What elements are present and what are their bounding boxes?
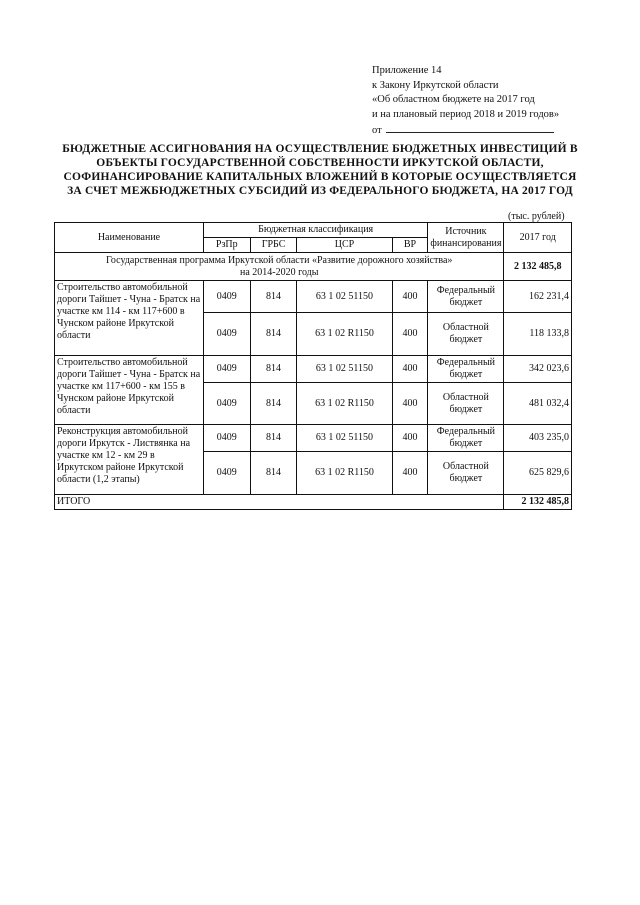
vr-cell: 400: [392, 356, 428, 383]
object-name: Реконструкция автомобильной дороги Иркутск - Листвянка на участке км 12 - км 29 в Иркутском районе Иркутской области (1,2 этапы): [55, 425, 204, 495]
csr-cell: 63 1 02 R1150: [297, 313, 392, 356]
header-name: Наименование: [55, 223, 204, 253]
rzpr-cell: 0409: [203, 313, 250, 356]
amount-cell: 342 023,6: [504, 356, 572, 383]
vr-cell: 400: [392, 425, 428, 452]
program-amount: 2 132 485,8: [504, 253, 572, 281]
program-row: [55, 253, 572, 281]
header-vr: ВР: [392, 238, 428, 253]
amount-cell: 162 231,4: [504, 281, 572, 313]
csr-cell: 63 1 02 R1150: [297, 383, 392, 425]
rzpr-cell: 0409: [203, 452, 250, 495]
table-row: [55, 356, 572, 383]
vr-cell: 400: [392, 281, 428, 313]
csr-cell: 63 1 02 51150: [297, 281, 392, 313]
amount-cell: 403 235,0: [504, 425, 572, 452]
amount-cell: 625 829,6: [504, 452, 572, 495]
source-cell: Областной бюджет: [428, 383, 504, 425]
date-underline: [386, 122, 554, 133]
source-cell: Федеральный бюджет: [428, 281, 504, 313]
vr-cell: 400: [392, 383, 428, 425]
grbs-cell: 814: [250, 425, 297, 452]
table-row: [55, 281, 572, 313]
rzpr-cell: 0409: [203, 425, 250, 452]
csr-cell: 63 1 02 51150: [297, 356, 392, 383]
program-title: [55, 253, 504, 281]
appendix-number: Приложение 14: [372, 65, 442, 76]
header-csr: ЦСР: [297, 238, 392, 253]
grbs-cell: 814: [250, 452, 297, 495]
grbs-cell: 814: [250, 356, 297, 383]
program-title-line2: на 2014-2020 годы: [239, 266, 319, 278]
appendix-block: [372, 64, 572, 139]
vr-cell: 400: [392, 313, 428, 356]
appendix-law-period: и на плановый период 2018 и 2019 годов»: [372, 108, 560, 120]
object-name: Строительство автомобильной дороги Тайшет - Чуна - Братск на участке км 114 - км 117+600 в Чунском районе Иркутской области: [55, 281, 204, 356]
csr-cell: 63 1 02 51150: [297, 425, 392, 452]
appendix-law-title: «Об областном бюджете на 2017 год: [372, 94, 535, 105]
csr-cell: 63 1 02 R1150: [297, 452, 392, 495]
units-label: (тыс. рублей): [508, 211, 565, 222]
source-cell: Областной бюджет: [428, 313, 504, 356]
grbs-cell: 814: [250, 281, 297, 313]
object-name: Строительство автомобильной дороги Тайшет - Чуна - Братск на участке км 117+600 - км 155 в Чунском районе Иркутской области: [55, 356, 204, 425]
rzpr-cell: 0409: [203, 356, 250, 383]
document-title: БЮДЖЕТНЫЕ АССИГНОВАНИЯ НА ОСУЩЕСТВЛЕНИЕ БЮДЖЕТНЫХ ИНВЕСТИЦИЙ В ОБЪЕКТЫ ГОСУДАРСТВЕННОЙ СОБСТВЕННОСТИ ИРКУТСКОЙ ОБЛАСТИ, СОФИНАНСИРОВАНИЕ КАПИТАЛЬНЫХ ВЛОЖЕНИЙ В КОТОРЫЕ ОСУЩЕСТВЛЯЕТСЯ ЗА СЧЕТ МЕЖБЮДЖЕТНЫХ СУБСИДИЙ ИЗ ФЕДЕРАЛЬНОГО БЮДЖЕТА, НА 2017 ГОД: [62, 143, 578, 197]
appendix-date-line: [372, 122, 572, 139]
header-rzpr: РзПр: [203, 238, 250, 253]
source-cell: Федеральный бюджет: [428, 356, 504, 383]
total-label: ИТОГО: [55, 495, 504, 510]
grbs-cell: 814: [250, 383, 297, 425]
appendix-law: к Закону Иркутской области: [372, 79, 499, 91]
appendix-date-label: от: [372, 125, 382, 136]
budget-table: [54, 222, 572, 510]
vr-cell: 400: [392, 452, 428, 495]
header-source: Источник финансирования: [428, 223, 504, 253]
source-cell: Областной бюджет: [428, 452, 504, 495]
table-row: [55, 425, 572, 452]
rzpr-cell: 0409: [203, 383, 250, 425]
header-year: 2017 год: [504, 223, 572, 253]
amount-cell: 118 133,8: [504, 313, 572, 356]
header-classification: Бюджетная классификация: [203, 223, 427, 238]
amount-cell: 481 032,4: [504, 383, 572, 425]
source-cell: Федеральный бюджет: [428, 425, 504, 452]
header-grbs: ГРБС: [250, 238, 297, 253]
program-title-line1: Государственная программа Иркутской области «Развитие дорожного хозяйства»: [106, 254, 453, 266]
grbs-cell: 814: [250, 313, 297, 356]
rzpr-cell: 0409: [203, 281, 250, 313]
total-row: [55, 495, 572, 510]
total-amount: 2 132 485,8: [504, 495, 572, 510]
